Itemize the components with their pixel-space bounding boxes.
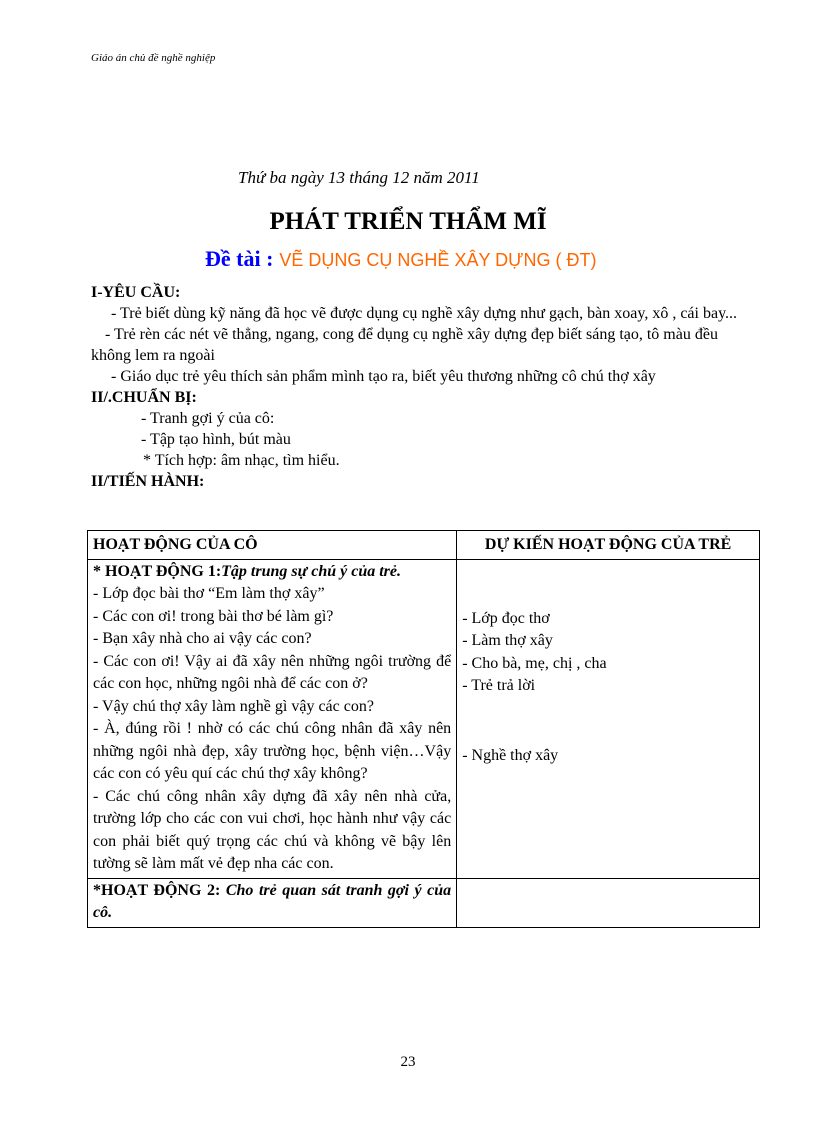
children-line: - Nghề thợ xây	[462, 746, 559, 764]
teacher-line: - Lớp đọc bài thơ “Em làm thợ xây”	[93, 585, 325, 602]
activity-2-heading	[88, 878, 457, 927]
teacher-line: - À, đúng rồi ! nhờ có các chú công nhân đã xây nên những ngôi nhà đẹp, xây trường học, bệnh viện…Vậy các con có yêu quí các chú thợ xây không?	[93, 720, 452, 782]
topic-value: VẼ DỤNG CỤ NGHỀ XÂY DỰNG ( ĐT)	[279, 250, 597, 270]
spacer	[462, 698, 754, 745]
topic-line	[205, 246, 597, 272]
requirement-item: - Trẻ rèn các nét vẽ thẳng, ngang, cong để dụng cụ nghề xây dựng đẹp biết sáng tạo, tô màu đều không lem ra ngoài	[91, 326, 718, 364]
teacher-line: - Các con ơi! trong bài thơ bé làm gì?	[93, 607, 334, 625]
spacer	[462, 561, 754, 608]
page-number: 23	[400, 1054, 416, 1070]
lesson-date: Thứ ba ngày 13 tháng 12 năm 2011	[238, 168, 480, 187]
children-activity-cell	[457, 559, 760, 878]
children-line: - Trẻ trả lời	[462, 677, 536, 694]
requirement-item: - Trẻ biết dùng kỹ năng đã học vẽ được dụng cụ nghề xây dựng như gạch, bàn xoay, xô , cái bay...	[111, 305, 738, 322]
header-teacher: HOẠT ĐỘNG CỦA CÔ	[88, 531, 457, 560]
header-children: DỰ KIẾN HOẠT ĐỘNG CỦA TRẺ	[457, 531, 760, 560]
preparation-item: - Tập tạo hình, bút màu	[141, 431, 291, 448]
table-row	[88, 559, 760, 878]
teacher-line: - Các chú công nhân xây dựng đã xây nên nhà cửa, trường lớp cho các con vui chơi, học hành như vậy các con phải biết quý trọng các chú và không vẽ bậy lên tường sẽ làm mất vẻ đẹp nha các con.	[93, 787, 452, 872]
activity-1-title: Tập trung sự chú ý của trẻ.	[221, 562, 401, 580]
running-header: Giáo án chủ đề nghề nghiệp	[91, 52, 216, 64]
preparation-item: - Tranh gợi ý của cô:	[141, 410, 275, 427]
activity-table	[87, 530, 760, 928]
teacher-line: - Bạn xây nhà cho ai vậy các con?	[93, 630, 312, 647]
activity-2-prefix: *HOẠT ĐỘNG 2:	[93, 881, 221, 899]
children-line: - Lớp đọc thơ	[462, 609, 550, 627]
page-title: PHÁT TRIỂN THẨM MĨ	[269, 208, 547, 235]
requirement-item: - Giáo dục trẻ yêu thích sản phẩm mình tạo ra, biết yêu thương những cô chú thợ xây	[111, 368, 656, 385]
section-procedure-heading: II/TIẾN HÀNH:	[91, 473, 205, 490]
table-row	[88, 878, 760, 927]
activity-2-title: Cho trẻ quan sát tranh gợi ý của cô.	[93, 881, 452, 921]
children-line: - Làm thợ xây	[462, 632, 553, 649]
teacher-line: - Các con ơi! Vậy ai đã xây nên những ngôi trường để các con học, những ngôi nhà để các con ở?	[93, 652, 452, 692]
children-activity-cell	[457, 878, 760, 927]
activity-1-heading	[93, 561, 451, 584]
topic-label: Đề tài :	[205, 246, 274, 271]
teacher-activity-cell	[88, 559, 457, 878]
table-header-row	[88, 531, 760, 560]
lesson-body	[91, 282, 761, 492]
section-preparation-heading: II/.CHUẨN BỊ:	[91, 389, 197, 406]
section-requirements-heading: I-YÊU CẦU:	[91, 284, 181, 301]
preparation-item: * Tích hợp: âm nhạc, tìm hiểu.	[143, 452, 340, 469]
children-line: - Cho bà, mẹ, chị , cha	[462, 654, 607, 672]
teacher-line: - Vậy chú thợ xây làm nghề gì vậy các con?	[93, 697, 374, 715]
activity-1-prefix: * HOẠT ĐỘNG 1:	[93, 562, 222, 580]
